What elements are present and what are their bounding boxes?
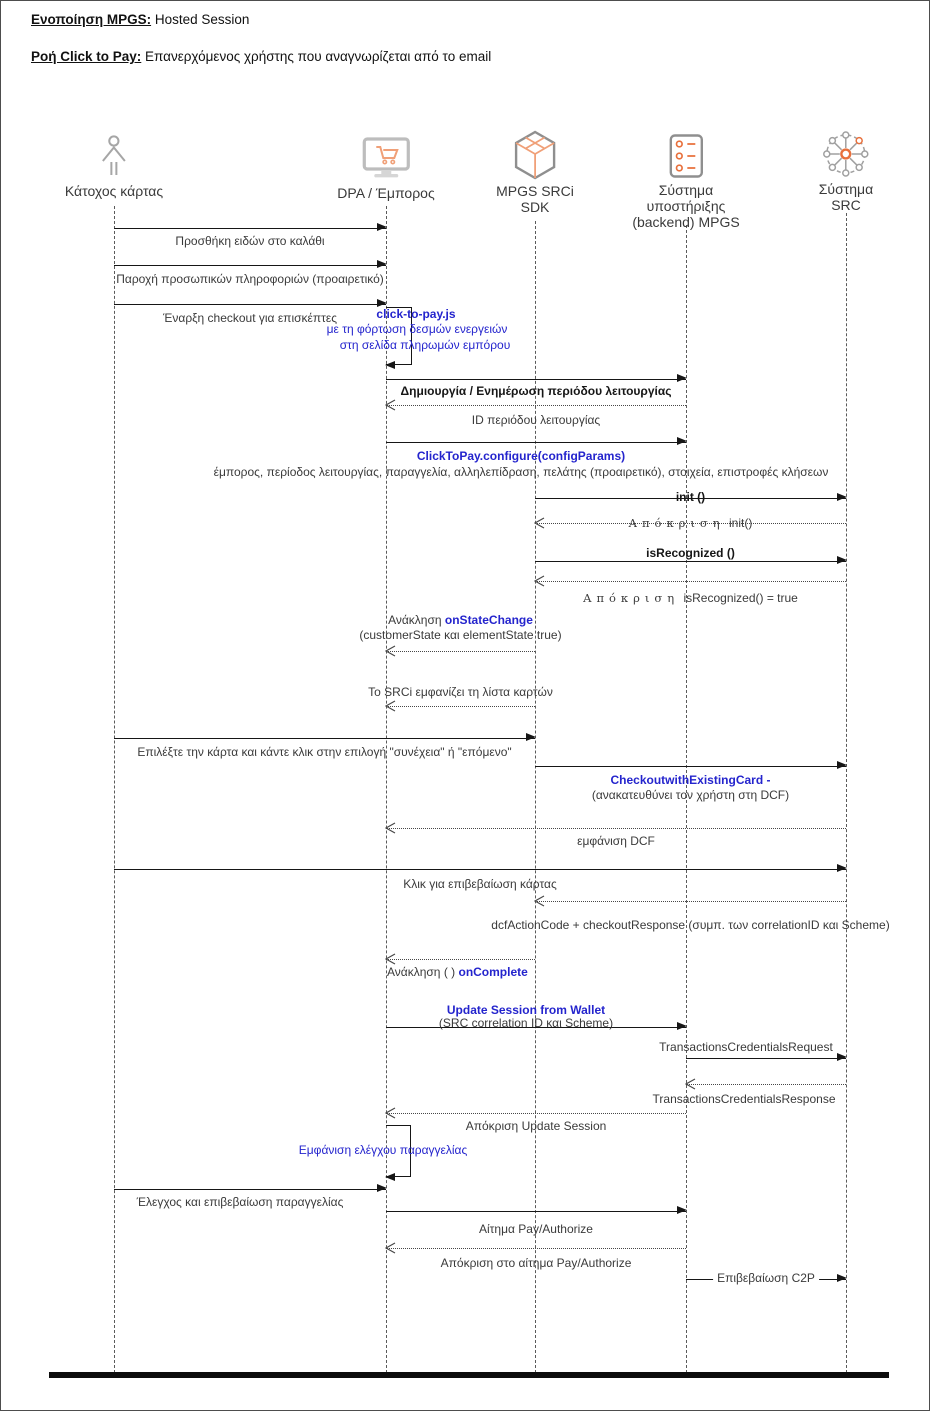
arrow-line (535, 581, 846, 582)
arrowhead-right (837, 556, 847, 564)
message-label: init () (675, 490, 706, 504)
arrowhead-right (837, 761, 847, 769)
message-label: isRecognized () (646, 546, 735, 560)
arrow-line (386, 1211, 686, 1212)
self-loop-label: Εμφάνιση ελέγχου παραγγελίας (298, 1143, 468, 1157)
label-prefix: Ανάκληση ( ) (387, 965, 459, 979)
header-line-2 (31, 49, 491, 64)
self-loop-label: με τη φόρτωση δεσμών ενεργειών (326, 322, 508, 336)
arrowhead-right (677, 374, 687, 382)
actor-name: SDK (520, 199, 550, 215)
actor-mpgs-srci-sdk (496, 130, 574, 215)
open-arrowhead-left (534, 575, 545, 587)
label-method: onComplete (458, 965, 528, 979)
message-label: Απόκριση στο αίτημα Pay/Authorize (440, 1256, 632, 1270)
response-value: isRecognized() = true (683, 591, 798, 605)
arrow-line (386, 442, 686, 443)
person-icon (98, 135, 130, 179)
arrow-line (535, 561, 846, 562)
open-arrowhead-left (385, 1107, 396, 1119)
message-label: TransactionsCredentialsRequest (659, 1040, 833, 1054)
message-label: Έναρξη checkout για επισκέπτες (162, 311, 338, 325)
message-label: dcfActionCode + checkoutResponse (συμπ. των correlationID και Scheme) (491, 918, 890, 932)
header-line-1 (31, 12, 249, 27)
arrow-line (386, 1248, 686, 1249)
message-label: Επιλέξτε την κάρτα και κάντε κλικ στην επιλογή "συνέχεια" ή "επόμενο" (137, 745, 512, 759)
open-arrowhead-left (534, 517, 545, 529)
actor-name: MPGS SRCi (496, 183, 574, 199)
arrow-line (114, 869, 846, 870)
arrow-line (535, 901, 846, 902)
self-loop-label: στη σελίδα πληρωμών εμπόρου (339, 338, 511, 352)
arrow-line (386, 828, 846, 829)
message-label: Το SRCi εμφανίζει τη λίστα καρτών (368, 685, 553, 699)
label-method: onStateChange (444, 613, 533, 627)
arrowhead-right (377, 260, 387, 268)
package-icon (511, 130, 559, 180)
arrowhead-left (385, 1173, 395, 1181)
open-arrowhead-left (385, 700, 396, 712)
message-label: Κλικ για επιβεβαίωση κάρτας (403, 877, 557, 891)
arrowhead-right (677, 1206, 687, 1214)
arrow-line (386, 379, 686, 380)
lifeline-dpa-merchant (386, 206, 387, 1373)
actor-name: Κάτοχος κάρτας (64, 183, 164, 199)
arrow-line (114, 304, 386, 305)
actor-name: (backend) MPGS (632, 214, 740, 230)
message-label: Παροχή προσωπικών πληροφοριών (προαιρετικό) (116, 272, 384, 286)
arrowhead-right (377, 299, 387, 307)
message-label: Update Session from Wallet (446, 1003, 606, 1017)
arrow-line (114, 265, 386, 266)
message-label: Δημιουργία / Ενημέρωση περιόδου λειτουργίας (400, 384, 672, 398)
arrowhead-right (837, 864, 847, 872)
message-label: Έλεγχος και επιβεβαίωση παραγγελίας (136, 1195, 344, 1209)
label-prefix: Ανάκληση (388, 613, 445, 627)
self-loop-label: click-to-pay.js (376, 307, 456, 321)
response-word: Απόκριση (583, 591, 680, 605)
actor-name: Σύστημα (658, 182, 714, 198)
monitor-cart-icon (361, 137, 411, 179)
message-label: ID περιόδου λειτουργίας (471, 413, 601, 427)
arrowhead-right (837, 493, 847, 501)
arrow-line (386, 959, 535, 960)
network-icon (821, 129, 871, 179)
message-label: TransactionsCredentialsResponse (652, 1092, 836, 1106)
message-label (388, 613, 533, 627)
message-sublabel: (ανακατευθύνει τον χρήστη στη DCF) (591, 788, 790, 802)
arrowhead-left (385, 361, 395, 369)
message-label: Επιβεβαίωση C2P (713, 1271, 819, 1285)
actor-backend-mpgs (632, 133, 739, 230)
arrow-line (686, 1084, 846, 1085)
actor-cardholder (65, 135, 163, 199)
open-arrowhead-left (385, 1242, 396, 1254)
actor-src-system (819, 129, 873, 213)
arrowhead-right (837, 1053, 847, 1061)
lifeline-src-system (846, 213, 847, 1373)
arrowhead-right (377, 223, 387, 231)
header-line-1-label: Ενοποίηση MPGS: (31, 12, 152, 27)
arrow-line (535, 766, 846, 767)
arrowhead-right (526, 733, 536, 741)
arrow-line (114, 738, 535, 739)
response-value: init() (728, 516, 753, 530)
header-line-2-value: Επανερχόμενος χρήστης που αναγνωρίζεται από το email (141, 49, 492, 64)
open-arrowhead-left (685, 1078, 696, 1090)
arrowhead-right (837, 1274, 847, 1282)
message-label: Προσθήκη ειδών στο καλάθι (175, 234, 325, 248)
open-arrowhead-left (385, 399, 396, 411)
actor-name: Σύστημα (818, 181, 874, 197)
arrow-line (686, 1058, 846, 1059)
arrowhead-right (377, 1184, 387, 1192)
message-label: εμφάνιση DCF (577, 834, 655, 848)
message-sublabel: (customerState και elementState true) (359, 628, 562, 642)
message-label: Αίτημα Pay/Authorize (479, 1222, 593, 1236)
message-label (583, 591, 798, 605)
header-line-1-value: Hosted Session (151, 12, 250, 27)
open-arrowhead-left (385, 645, 396, 657)
arrow-line (114, 228, 386, 229)
arrow-line (386, 1113, 686, 1114)
message-label (629, 516, 753, 530)
diagram-end-bar (49, 1372, 889, 1378)
message-sublabel: έμπορος, περίοδος λειτουργίας, παραγγελία, αλληλεπίδραση, πελάτης (προαιρετικό), στοιχεία, επιστροφές κλήσεων (213, 465, 829, 479)
open-arrowhead-left (385, 953, 396, 965)
response-word: Απόκριση (628, 516, 725, 530)
arrowhead-right (677, 1022, 687, 1030)
open-arrowhead-left (385, 822, 396, 834)
message-label: Απόκριση Update Session (465, 1119, 607, 1133)
message-sublabel: (SRC correlation ID και Scheme) (438, 1016, 614, 1030)
arrow-line (386, 651, 535, 652)
message-label (387, 965, 528, 979)
arrowhead-right (677, 437, 687, 445)
message-label: CheckoutwithExistingCard - (610, 773, 771, 787)
arrow-line (386, 706, 535, 707)
actor-name: DPA / Έμπορος (337, 185, 435, 201)
arrow-line (114, 1189, 386, 1190)
server-list-icon (668, 133, 704, 179)
open-arrowhead-left (534, 895, 545, 907)
actor-name: υποστήριξης (646, 198, 726, 214)
arrow-line (386, 405, 686, 406)
actor-name: SRC (831, 197, 861, 213)
header-line-2-label: Ροή Click to Pay: (31, 49, 142, 64)
actor-dpa-merchant (337, 137, 434, 201)
lifeline-cardholder (114, 206, 115, 1373)
message-label: ClickToPay.configure(configParams) (416, 449, 626, 463)
